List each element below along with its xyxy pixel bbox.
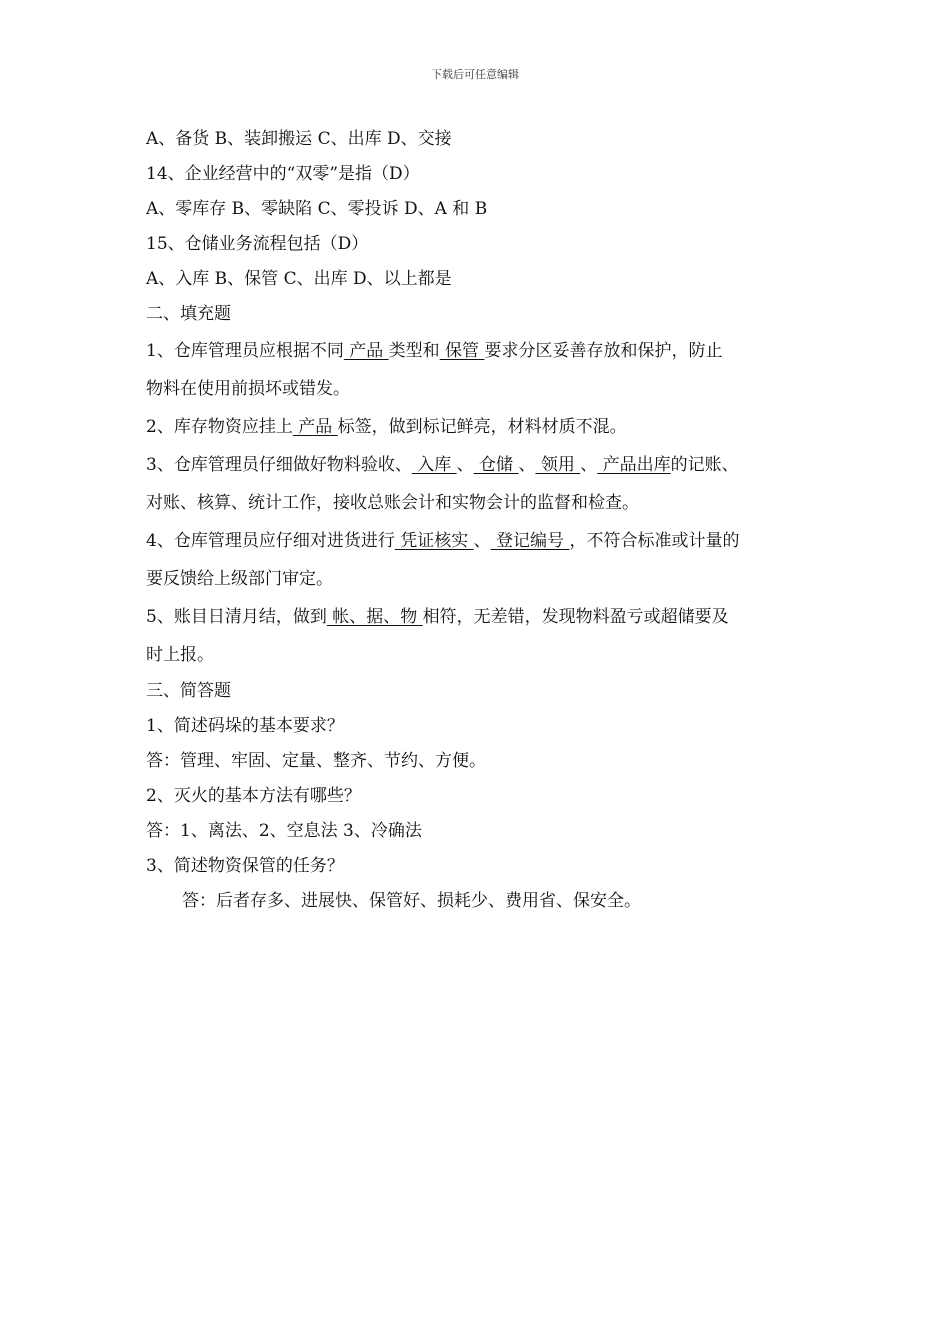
document-body: [146, 122, 826, 919]
text-segment: 答：管理、牢固、定量、整齐、节约、方便。: [146, 751, 486, 771]
text-segment: 对账、核算、统计工作，接收总账会计和实物会计的监督和检查。: [146, 493, 639, 513]
underlined-answer: 保管: [439, 341, 485, 361]
text-line: [146, 157, 826, 192]
text-segment: 5、账目日清月结，做到: [146, 607, 327, 627]
text-line: [146, 370, 826, 408]
text-line: [146, 227, 826, 262]
text-line: [146, 884, 826, 919]
text-segment: 、: [473, 531, 491, 551]
text-segment: 、: [518, 455, 536, 475]
text-line: [146, 484, 826, 522]
text-line: [146, 192, 826, 227]
text-segment: 答：后者存多、进展快、保管好、损耗少、费用省、保安全。: [182, 891, 641, 911]
text-line: [146, 446, 826, 484]
text-segment: 1、仓库管理员应根据不同: [146, 341, 344, 361]
text-line: [146, 744, 826, 779]
text-segment: 的记账、: [670, 455, 739, 475]
page-header: 下载后可任意编辑: [431, 68, 519, 81]
underlined-answer: 入库: [411, 455, 457, 475]
text-segment: 时上报。: [146, 645, 214, 665]
text-segment: 要求分区妥善存放和保护，防止: [484, 341, 723, 361]
text-segment: 14、企业经营中的“双零”是指（D）: [146, 164, 420, 184]
text-segment: 要反馈给上级部门审定。: [146, 569, 333, 589]
text-segment: 二、填充题: [146, 304, 231, 324]
underlined-answer: 领用: [535, 455, 581, 475]
text-line: [146, 522, 826, 560]
text-segment: 3、仓库管理员仔细做好物料验收、: [146, 455, 412, 475]
text-segment: 2、库存物资应挂上: [146, 417, 293, 437]
text-segment: 2、灭火的基本方法有哪些？: [146, 786, 361, 806]
text-line: [146, 636, 826, 674]
text-line: [146, 408, 826, 446]
text-line: [146, 560, 826, 598]
underlined-answer: 产品出库: [597, 455, 671, 475]
underlined-answer: 登记编号: [490, 531, 570, 551]
text-line: [146, 332, 826, 370]
text-line: [146, 674, 826, 709]
underlined-answer: 产品: [343, 341, 389, 361]
text-segment: ，不符合标准或计量的: [569, 531, 740, 551]
text-segment: 物料在使用前损坏或错发。: [146, 379, 350, 399]
text-line: [146, 814, 826, 849]
text-line: [146, 122, 826, 157]
text-segment: 类型和: [388, 341, 440, 361]
text-segment: 1、简述码垛的基本要求？: [146, 716, 344, 736]
text-line: [146, 262, 826, 297]
underlined-answer: 帐、据、物: [326, 607, 423, 627]
text-line: [146, 709, 826, 744]
text-segment: 标签，做到标记鲜亮，材料材质不混。: [337, 417, 627, 437]
text-segment: 4、仓库管理员应仔细对进货进行: [146, 531, 395, 551]
underlined-answer: 产品: [292, 417, 338, 437]
text-line: [146, 297, 826, 332]
text-segment: 相符，无差错，发现物料盈亏或超储要及: [422, 607, 729, 627]
text-segment: 答：1、离法、2、空息法 3、冷确法: [146, 821, 422, 841]
text-segment: 15、仓储业务流程包括（D）: [146, 234, 369, 254]
text-segment: 、: [580, 455, 598, 475]
text-segment: A、入库 B、保管 C、出库 D、以上都是: [146, 269, 452, 289]
underlined-answer: 仓储: [473, 455, 519, 475]
text-segment: 、: [456, 455, 474, 475]
text-segment: A、零库存 B、零缺陷 C、零投诉 D、A 和 B: [146, 199, 488, 219]
text-line: [146, 598, 826, 636]
text-segment: 3、简述物资保管的任务？: [146, 856, 344, 876]
text-segment: 三、简答题: [146, 681, 231, 701]
text-segment: A、备货 B、装卸搬运 C、出库 D、交接: [146, 129, 452, 149]
underlined-answer: 凭证核实: [394, 531, 474, 551]
text-line: [146, 849, 826, 884]
text-line: [146, 779, 826, 814]
